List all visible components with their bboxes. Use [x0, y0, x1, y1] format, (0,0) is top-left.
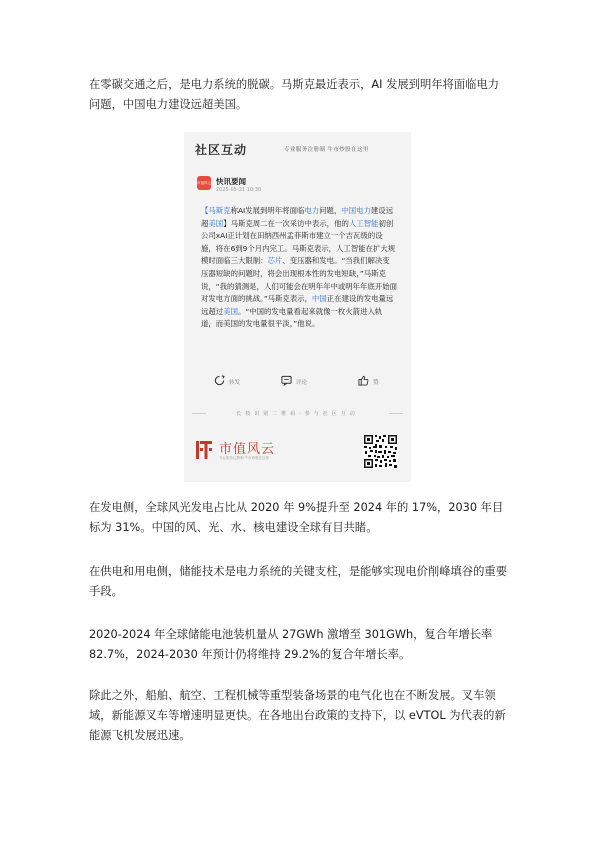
- post-seg: 正在建设的发电量远远超过: [201, 294, 394, 316]
- share-button: [214, 375, 240, 389]
- post-time: 2025-05-21 10:30: [216, 187, 262, 193]
- divider-line: [389, 413, 403, 414]
- post-seg: 初创公司xAI正计划在田纳西州孟菲斯市建立一个吉瓦级的设施，将在6到9个月内完工。马斯克表示，人工智能在扩大规模时面临三大限制：: [201, 218, 396, 266]
- share-label: 转发: [229, 380, 241, 386]
- post-link: 中国: [312, 294, 327, 304]
- post-seg: 】马斯克周二在一次采访中表示，他的: [223, 218, 349, 228]
- card-tagline: 专业服务注册制 牛市炒股在这里: [284, 147, 369, 153]
- post-body: [201, 205, 397, 331]
- like-button: [358, 375, 379, 389]
- like-label: 赞: [373, 380, 379, 386]
- post-link: 芯片: [267, 256, 283, 266]
- avatar: [197, 176, 211, 190]
- post-link: 马斯克: [208, 206, 231, 215]
- post-actions: [184, 375, 411, 389]
- paragraph-storage: 在供电和用电侧，储能技术是电力系统的关键支柱，是能够实现电价削峰填谷的重要手段。: [89, 565, 507, 598]
- post-author: 快讯要闻: [216, 177, 246, 186]
- post-seg: 【: [201, 206, 209, 215]
- paragraph-generation: 在发电侧，全球风光发电占比从 2020 年 9%提升至 2024 年的 17%，2030 年目标为 31%。中国的风、光、水、核电建设全球有目共睹。: [89, 501, 504, 534]
- post-seg: 建设远超: [201, 206, 394, 228]
- post-seg: 称AI发展到明年将面临: [230, 206, 305, 215]
- qr-code-icon: [363, 434, 398, 469]
- post-link: 电力: [304, 206, 320, 215]
- logo-name: 市值风云: [219, 442, 276, 457]
- paragraph-electrification: 除此之外，船舶、航空、工程机械等重型装备场景的电气化也在不断发展。叉车领域，新能源叉车等增速明显更快。在各地出台政策的支持下，以 eVTOL 为代表的新能源飞机发展迅速。: [89, 689, 506, 742]
- post-seg: 问题，: [319, 206, 342, 215]
- card-brand: 社区互动: [195, 143, 248, 157]
- logo-icon: [195, 438, 213, 460]
- post-link: 美国: [208, 218, 224, 228]
- post-seg: 、变压器和发电。“当我们解决变压器短缺的问题时，将会出现根本性的发电短缺，”马斯克说，“我的猜测是，人们可能会在明年年中或明年年底开始面对发电方面的挑战。”马斯克表示，: [201, 256, 397, 304]
- paragraph-battery-growth: 2020-2024 年全球储能电池装机量从 27GWh 激增至 301GWh，复合年增长率 82.7%，2024-2030 年预计仍将维持 29.2%的复合年增长率。: [89, 628, 493, 661]
- card-header: [184, 132, 411, 168]
- comment-button: [281, 375, 307, 389]
- post-link: 中国电力: [341, 206, 371, 215]
- share-icon: [214, 375, 225, 389]
- post-link: 人工智能: [348, 218, 379, 228]
- logo-subtitle: 专业服务注册制 牛市炒股在这里: [219, 456, 270, 460]
- comment-label: 评论: [296, 380, 308, 386]
- post-seg: 。“中国的发电量看起来就像一枚火箭进入轨道，而美国的发电量很平淡，”他说。: [201, 306, 383, 329]
- comment-icon: [281, 375, 292, 389]
- paragraph-intro: 在零碳交通之后，是电力系统的脱碳。马斯克最近表示，AI 发展到明年将面临电力问题，中国电力建设远超美国。: [89, 78, 500, 111]
- post-link: 美国: [223, 306, 238, 316]
- thumbs-up-icon: [358, 375, 369, 389]
- avatar-text: 市值风云: [197, 181, 211, 185]
- scan-hint: 长按识别二维码·参与社区互动: [236, 411, 359, 417]
- embedded-post-image: [184, 132, 411, 482]
